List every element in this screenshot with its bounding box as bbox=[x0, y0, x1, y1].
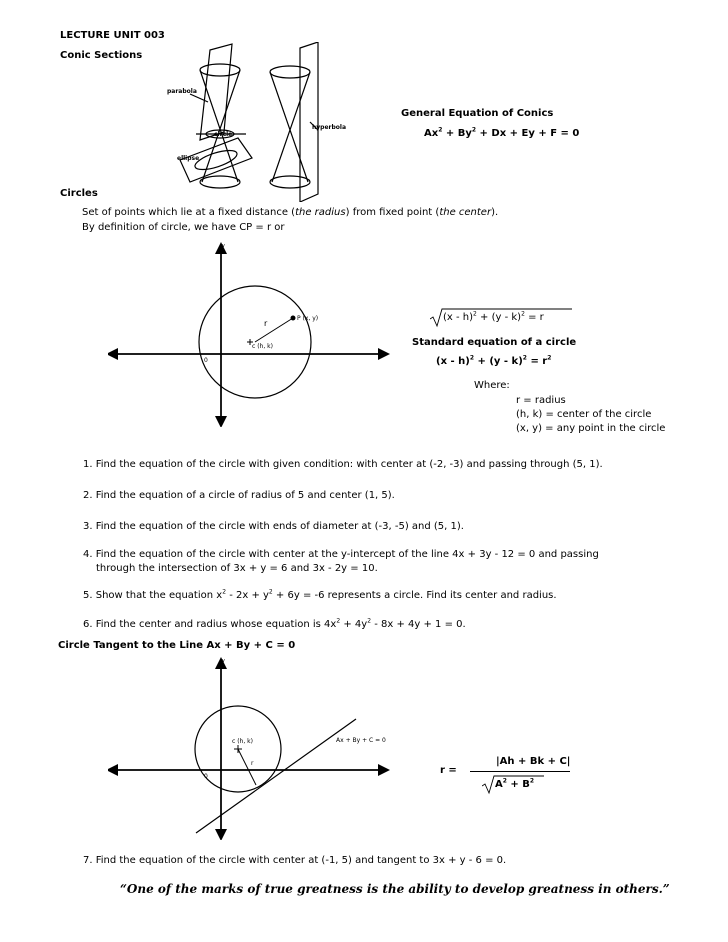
origin-label: 0 bbox=[204, 357, 208, 364]
radius-label-2: r bbox=[251, 760, 254, 767]
problem-7: 7. Find the equation of the circle with center at (-1, 5) and tangent to 3x + y - 6 = 0. bbox=[83, 855, 507, 866]
parabola-label: parabola bbox=[167, 88, 197, 95]
point-p bbox=[291, 316, 296, 321]
problem-1: 1. Find the equation of the circle with given condition: with center at (-2, -3) and passing through (5, 1). bbox=[83, 459, 603, 470]
r-equals: r = bbox=[440, 765, 457, 776]
problem-2: 2. Find the equation of a circle of radius of 5 and center (1, 5). bbox=[83, 490, 395, 501]
x-axis-label: x bbox=[380, 352, 383, 358]
conic-sections-illustration bbox=[160, 42, 370, 202]
hyperbola-label: hyperbola bbox=[312, 124, 347, 131]
standard-equation-title: Standard equation of a circle bbox=[412, 337, 577, 348]
tangent-diagram bbox=[108, 655, 398, 840]
problem-5: 5. Show that the equation $x^2 - 2x + y^2 + 6y = -6$ represents a circle. Find its center and radius. bbox=[83, 588, 557, 601]
circles-heading: Circles bbox=[60, 188, 98, 199]
general-equation-title: General Equation of Conics bbox=[401, 108, 554, 119]
circle-definition: Set of points which lie at a fixed distance (the radius) from fixed point (the center). bbox=[82, 207, 499, 218]
circle-label: circle bbox=[214, 131, 233, 138]
problem-6: 6. Find the center and radius whose equation is $4x^2 + 4y^2 - 8x + 4y + 1 = 0$. bbox=[83, 617, 466, 630]
point-p-label: P (x, y) bbox=[297, 315, 319, 322]
def-radius: r = radius bbox=[516, 395, 566, 406]
circle-diagram bbox=[108, 242, 398, 427]
tangent-heading: Circle Tangent to the Line Ax + By + C = 0 bbox=[58, 640, 296, 651]
ellipse-label: ellipse bbox=[177, 155, 200, 162]
y-axis-label: y bbox=[222, 243, 225, 249]
center-label: c (h, k) bbox=[252, 343, 273, 350]
radius-label: r bbox=[264, 319, 268, 328]
def-point: (x, y) = any point in the circle bbox=[516, 423, 666, 434]
standard-equation-formula: $(x - h)^2 + (y - k)^2 = r^2$ bbox=[436, 354, 552, 367]
problem-4-cont: through the intersection of 3x + y = 6 and 3x - 2y = 10. bbox=[96, 563, 378, 574]
where-label: Where: bbox=[474, 380, 510, 391]
def-center: (h, k) = center of the circle bbox=[516, 409, 652, 420]
section-title-conics: Conic Sections bbox=[60, 50, 143, 61]
fraction-bar bbox=[470, 771, 570, 772]
line-equation-label: Ax + By + C = 0 bbox=[336, 737, 386, 744]
origin-label-2: 0 bbox=[204, 773, 208, 780]
tangent-line bbox=[196, 719, 356, 833]
quote: “One of the marks of true greatness is the ability to develop greatness in others.” bbox=[120, 882, 670, 896]
circle-definition-cp: By definition of circle, we have CP = r or bbox=[82, 222, 285, 233]
perpendicular-radius bbox=[238, 749, 256, 785]
distance-formula: (x - h)$^2$ + (y - k)$^2$ = r bbox=[430, 308, 574, 328]
x-axis-label-2: x bbox=[380, 768, 383, 774]
distance-numerator: |Ah + Bk + C| bbox=[496, 756, 571, 767]
general-equation-formula: $Ax^2 + By^2 + Dx + Ey + F = 0$ bbox=[424, 126, 580, 139]
distance-denominator: $A^2 + B^2$ bbox=[482, 775, 546, 795]
center-label-2: c (h, k) bbox=[232, 738, 253, 745]
problem-4: 4. Find the equation of the circle with center at the y-intercept of the line 4x + 3y - 12 = 0 and passing bbox=[83, 549, 599, 560]
lecture-unit-title: LECTURE UNIT 003 bbox=[60, 30, 165, 41]
y-axis-label-2: y bbox=[222, 658, 225, 664]
problem-3: 3. Find the equation of the circle with ends of diameter at (-3, -5) and (5, 1). bbox=[83, 521, 464, 532]
radius-line bbox=[255, 318, 293, 342]
